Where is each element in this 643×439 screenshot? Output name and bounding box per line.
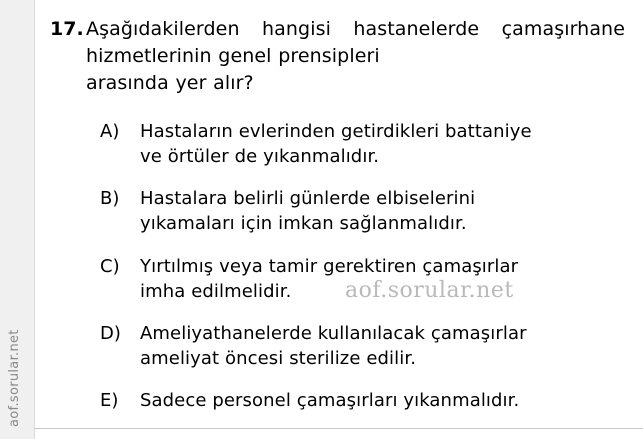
option-b-letter: B) (100, 188, 120, 210)
option-c-line-1: Yırtılmış veya tamir gerektiren çamaşırlar (140, 255, 519, 277)
sidebar-watermark (0, 233, 34, 433)
question-text-line-3: arasında yer alır? (86, 71, 254, 94)
option-a[interactable] (100, 119, 625, 169)
left-sidebar-strip (0, 0, 35, 439)
option-d-line-2: ameliyat öncesi sterilize edilir. (140, 348, 417, 370)
question-number: 17. (50, 18, 84, 40)
option-e-text: Sadece personel çamaşırları yıkanmalıdır. (140, 390, 520, 412)
option-a-line-2: ve örtüler de yıkanmalıdır. (140, 146, 380, 168)
option-b[interactable] (100, 186, 625, 236)
option-b-text (140, 186, 625, 236)
option-c-text (140, 254, 625, 304)
option-c-line-2: imha edilmelidir. (140, 280, 292, 302)
option-e[interactable] (100, 388, 625, 413)
option-b-line-2: yıkamaları için imkan sağlanmalıdır. (140, 213, 467, 235)
question-text-line-2: çamaşırhane hizmetlerinin genel prensipleri (86, 18, 625, 67)
option-d-letter: D) (100, 323, 121, 345)
center-watermark: aof.sorular.net (345, 278, 514, 303)
option-a-line-1: Hastaların evlerinden getirdikleri battaniye (140, 120, 532, 142)
question-content (34, 0, 643, 439)
options-list (34, 119, 625, 414)
question-text-line-1: Aşağıdakilerden hangisi hastanelerde (86, 18, 480, 40)
option-e-letter: E) (100, 390, 119, 412)
option-a-letter: A) (100, 120, 120, 142)
bottom-divider (34, 428, 643, 429)
option-d-text (140, 321, 625, 371)
option-d[interactable] (100, 321, 625, 371)
option-a-text (140, 119, 625, 169)
question-text (86, 16, 625, 97)
option-b-line-1: Hastalara belirli günlerde elbiselerini (140, 188, 476, 210)
option-c[interactable] (100, 254, 625, 304)
sidebar-watermark-text: aof.sorular.net (7, 329, 22, 427)
option-d-line-1: Ameliyathanelerde kullanılacak çamaşırlar (140, 323, 527, 345)
question-block (34, 16, 625, 97)
option-c-letter: C) (100, 255, 120, 277)
